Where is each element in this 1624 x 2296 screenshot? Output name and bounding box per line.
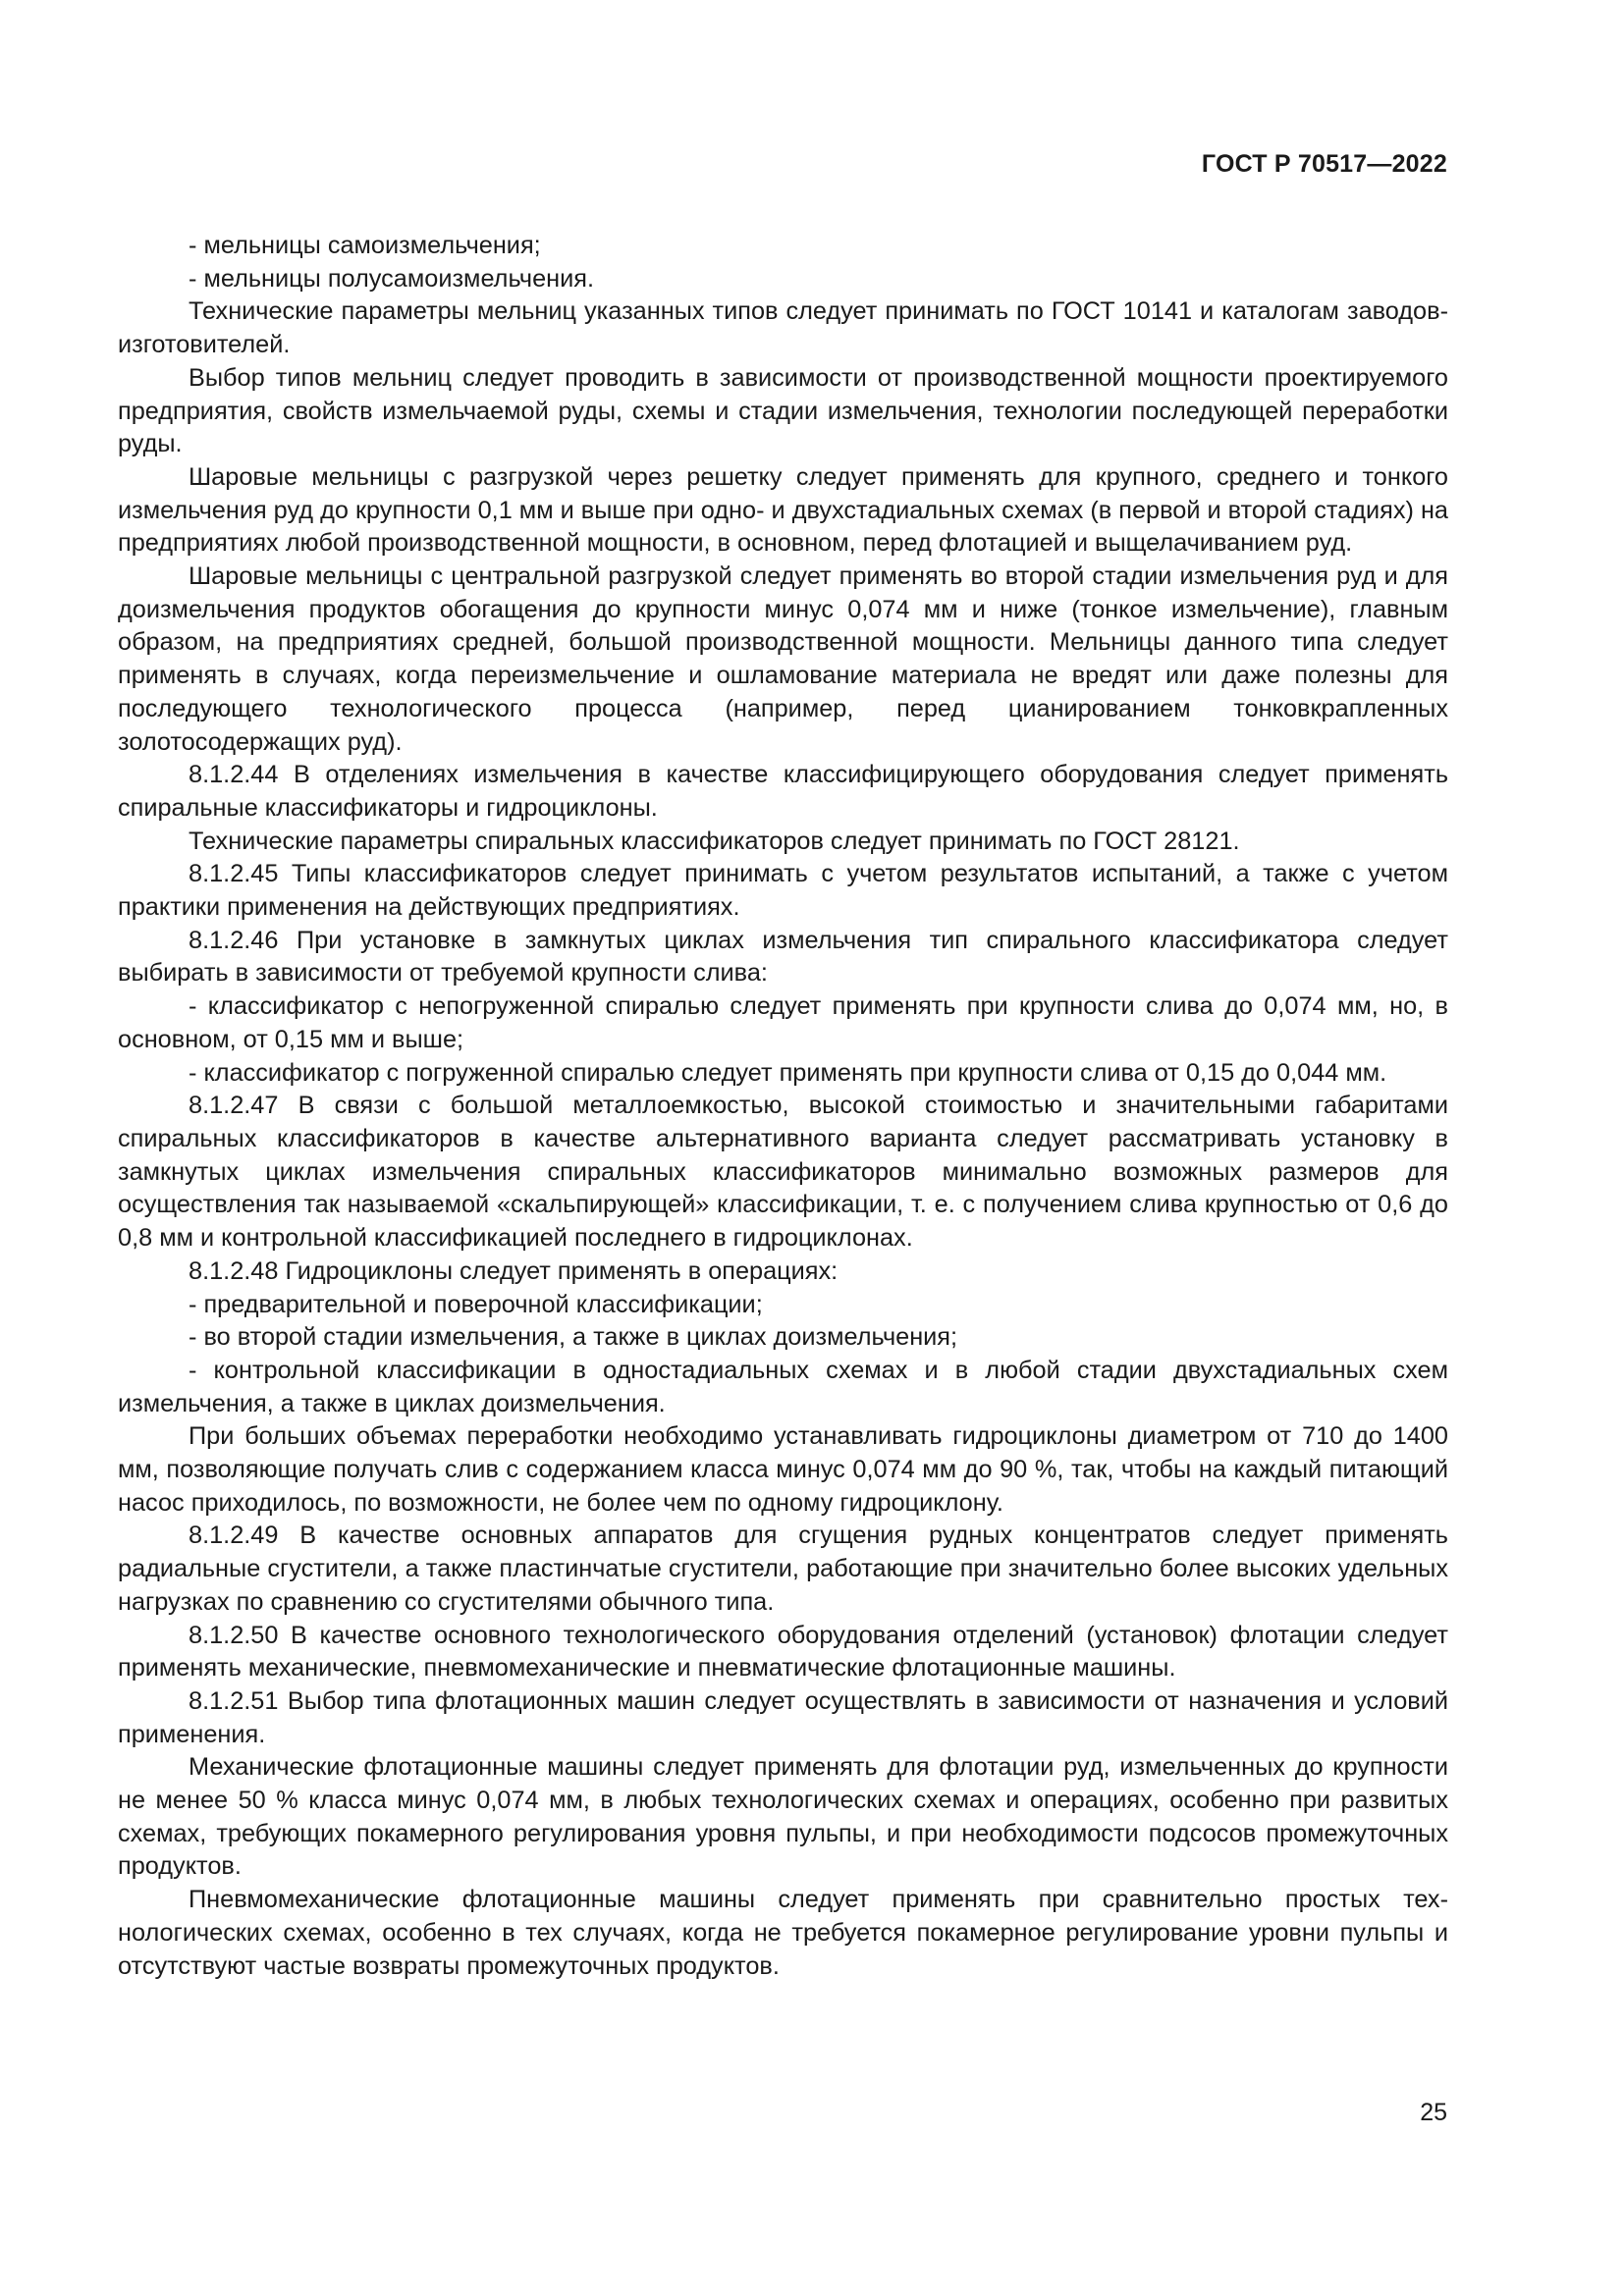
clause-8-1-2-46: 8.1.2.46 При установке в замкнутых циклах измельчения тип спирального классификатора следует выбирать в зависимости от требуемой крупности слива:	[118, 926, 1448, 988]
clause-8-1-2-45: 8.1.2.45 Типы классификаторов следует принимать с учетом результатов испытаний, а также с учетом практики применения на действующих предприятиях.	[118, 860, 1448, 922]
clause-8-1-2-47: 8.1.2.47 В связи с большой металлоемкостью, высокой стоимостью и значительными габаритами спиральных классификаторов в качестве альтернативного варианта следует рассматривать установку в замкнутых циклах измельчения спиральных классификаторов минимально возможных размеров для осуществления так называемой «скальпирующей» классификации, т. е. с получением слива крупностью от 0,6 до 0,8 мм и контрольной классификацией последнего в гидроциклонах.	[118, 1092, 1448, 1253]
list-item-submerged-spiral: - классификатор с погруженной спиралью следует применять при крупности слива от 0,15 до 0,044 мм.	[189, 1058, 1387, 1087]
paragraph-mill-parameters: Технические параметры мельниц указанных типов следует принимать по ГОСТ 10141 и каталогам заводов-изготовителей.	[118, 297, 1448, 359]
paragraph-grate-discharge-mills: Шаровые мельницы с разгрузкой через решетку следует применять для крупного, среднего и тонкого измельчения руд до крупности 0,1 мм и выше при одно- и двухстадиальных схемах (в первой и второй стадиях) на предприятиях любой производственной мощности, в основном, перед флотацией и выщелачиванием руд.	[118, 462, 1448, 558]
document-code-header: ГОСТ Р 70517—2022	[1201, 150, 1447, 178]
list-item-preliminary-classification: - предварительной и поверочной классификации;	[189, 1290, 763, 1318]
clause-8-1-2-50: 8.1.2.50 В качестве основного технологического оборудования отделений (установок) флотации следует применять механические, пневмомеханические и пневматические флотационные машины.	[118, 1621, 1448, 1682]
paragraph-pneumomechanical-flotation: Пневмомеханические флотационные машины следует применять при сравнительно простых технологических схемах, особенно в тех случаях, когда не требуется покамерное регулирование уровни пульпы и отсутствуют частые возвраты промежуточных продуктов.	[118, 1886, 1448, 1980]
list-item-semi-autogenous-mills: - мельницы полусамоизмельчения.	[189, 264, 595, 293]
list-item-non-submerged-spiral: - классификатор с непогруженной спиралью следует применять при крупности слива до 0,074 мм, но, в основном, от 0,15 мм и выше;	[118, 992, 1448, 1053]
list-item-control-classification: - контрольной классификации в одностадиальных схемах и в любой стадии двухстадиальных схем измельчения, а также в циклах доизмельчения.	[118, 1356, 1448, 1417]
clause-8-1-2-51: 8.1.2.51 Выбор типа флотационных машин следует осуществлять в зависимости от назначения и условий применения.	[118, 1686, 1448, 1748]
clause-8-1-2-44: 8.1.2.44 В отделениях измельчения в качестве классифицирующего оборудования следует применять спиральные классификаторы и гидроциклоны.	[118, 761, 1448, 822]
paragraph-mechanical-flotation: Механические флотационные машины следует применять для флотации руд, измельченных до крупности не менее 50 % класса минус 0,074 мм, в любых технологических схемах и операциях, особенно при развитых схемах, требующих покамерного регулирования уровня пульпы, и при необходимости подсосов промежуточных продуктов.	[118, 1753, 1448, 1881]
clause-8-1-2-48: 8.1.2.48 Гидроциклоны следует применять в операциях:	[189, 1256, 839, 1285]
page-number: 25	[1420, 2099, 1447, 2126]
paragraph-central-discharge-mills: Шаровые мельницы с центральной разгрузкой следует применять во второй стадии измельчения руд и для доизмельчения продуктов обогащения до крупности минус 0,074 мм и ниже (тонкое измельчение), главным образом, на предприятиях средней, большой производственной мощности. Мельницы данного типа следует применять в случаях, когда переизмельчение и ошламование материала не вредят или даже полезны для последующего технологического процесса (например, перед цианированием тонковкрапленных золотосодержащих руд).	[118, 562, 1448, 756]
clause-8-1-2-49: 8.1.2.49 В качестве основных аппаратов для сгущения рудных концентратов следует применять радиальные сгустители, а также пластинчатые сгустители, работающие при значительно более высоких удельных нагрузках по сравнению со сгустителями обычного типа.	[118, 1522, 1448, 1616]
paragraph-mill-type-selection: Выбор типов мельниц следует проводить в зависимости от производственной мощности проектируемого предприятия, свойств измельчаемой руды, схемы и стадии измельчения, технологии последующей переработки руды.	[118, 363, 1448, 458]
document-body	[118, 230, 1448, 1983]
paragraph-large-hydrocyclones: При больших объемах переработки необходимо устанавливать гидроциклоны диаметром от 710 до 1400 мм, позволяющие получать слив с содержанием класса минус 0,074 мм до 90 %, так, чтобы на каждый питающий насос приходилось, по возможности, не более чем по одному гидроциклону.	[118, 1422, 1448, 1517]
list-item-autogenous-mills: - мельницы самоизмельчения;	[189, 232, 541, 259]
paragraph-classifier-parameters: Технические параметры спиральных классификаторов следует принимать по ГОСТ 28121.	[189, 827, 1240, 855]
list-item-second-stage: - во второй стадии измельчения, а также в циклах доизмельчения;	[189, 1323, 958, 1352]
